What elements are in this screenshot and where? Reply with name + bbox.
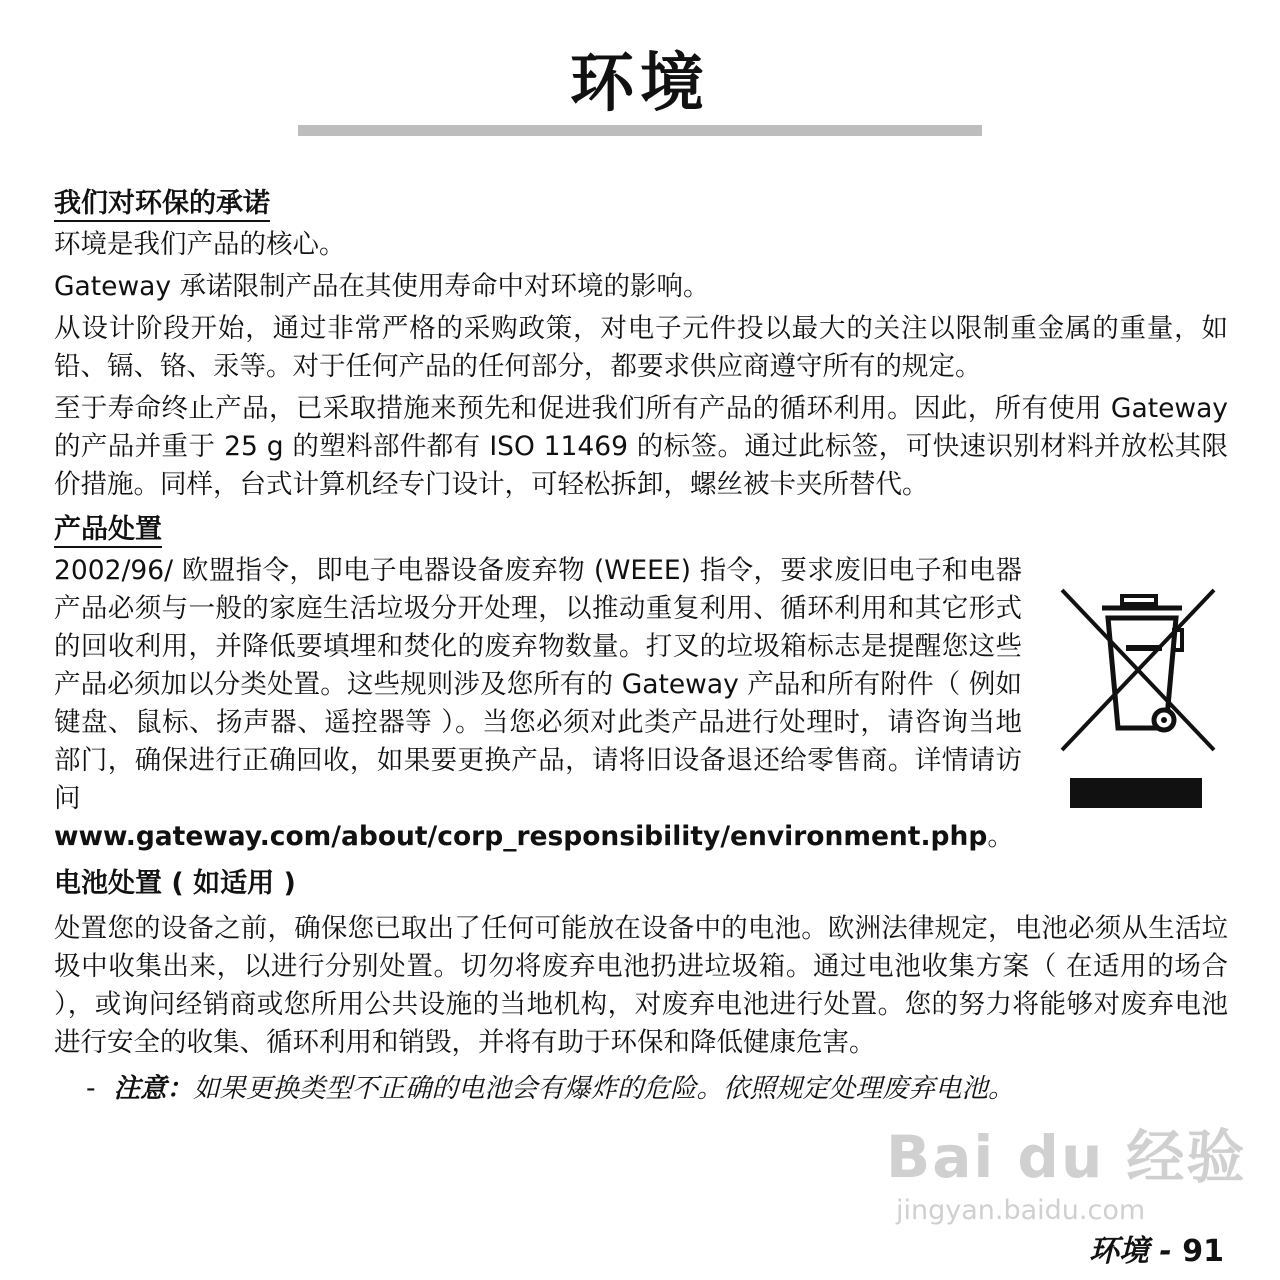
disposal-paragraph <box>54 552 1022 856</box>
note-dash: - <box>86 1073 96 1104</box>
section-heading-disposal-text: 产品处置 <box>54 514 162 548</box>
paragraph: 从设计阶段开始，通过非常严格的采购政策，对电子元件投以最大的关注以限制重金属的重量，如铅、镉、铬、汞等。对于任何产品的任何部分，都要求供应商遵守所有的规定。 <box>54 313 1228 382</box>
section-heading-commitment-text: 我们对环保的承诺 <box>54 188 270 222</box>
watermark-main: Bai du 经验 <box>886 1123 1247 1191</box>
section-heading-commitment <box>54 184 1228 224</box>
note-text: 如果更换类型不正确的电池会有爆炸的危险。依照规定处理废弃电池。 <box>193 1073 1015 1104</box>
page-title: 环境 <box>570 47 710 121</box>
url-suffix: 。 <box>987 821 1014 852</box>
environment-url-link[interactable]: www.gateway.com/about/corp_responsibility/environment.php <box>54 821 988 852</box>
battery-paragraph: 处置您的设备之前，确保您已取出了任何可能放在设备中的电池。欧洲法律规定，电池必须从生活垃圾中收集出来，以进行分别处置。切勿将废弃电池扔进垃圾箱。通过电池收集方案（ 在适用的场合 ），或询问经销商或您所用公共设施的当地机构，对废弃电池进行处置。您的努力将能够对废弃电池进行安全的收集、循环利用和销毁，并将有助于环保和降低健康危害。 <box>54 913 1228 1058</box>
page-footer <box>1089 1232 1224 1272</box>
note-label: 注意： <box>113 1073 194 1104</box>
paragraph: 环境是我们产品的核心。 <box>54 229 346 260</box>
watermark-sub: jingyan.baidu.com <box>896 1195 1146 1226</box>
paragraph: 至于寿命终止产品，已采取措施来预先和促进我们所有产品的循环利用。因此，所有使用 Gateway 的产品并重于 25 g 的塑料部件都有 ISO 11469 的标签。通过此标签，可快速识别材料并放松其限价措施。同样，台式计算机经专门设计，可轻松拆卸，螺丝被卡夹所替代。 <box>54 393 1228 500</box>
baidu-watermark <box>886 1122 1247 1234</box>
crossed-out-wheelie-bin-icon <box>1056 586 1220 826</box>
page-number: 91 <box>1182 1234 1224 1269</box>
title-divider <box>298 125 982 136</box>
safety-note <box>86 1070 1228 1108</box>
paragraph: Gateway 承诺限制产品在其使用寿命中对环境的影响。 <box>54 271 710 302</box>
document-body <box>54 184 1228 1108</box>
section-heading-battery: 电池处置 ( 如适用 ) <box>54 868 296 899</box>
section-heading-disposal <box>54 510 1228 550</box>
disposal-block <box>54 552 1228 856</box>
disposal-text: 2002/96/ 欧盟指令，即电子电器设备废弃物 (WEEE) 指令，要求废旧电子和电器产品必须与一般的家庭生活垃圾分开处理，以推动重复利用、循环利用和其它形式的回收利用，并降低要填埋和焚化的废弃物数量。打叉的垃圾箱标志是提醒您这些产品必须加以分类处置。这些规则涉及您所有的 Gateway 产品和所有附件（ 例如键盘、鼠标、扬声器、遥控器等 ）。当您必须对此类产品进行处理时，请咨询当地部门，确保进行正确回收，如果要更换产品，请将旧设备退还给零售商。详情请访问 <box>54 555 1022 814</box>
footer-label: 环境 - <box>1088 1234 1172 1269</box>
